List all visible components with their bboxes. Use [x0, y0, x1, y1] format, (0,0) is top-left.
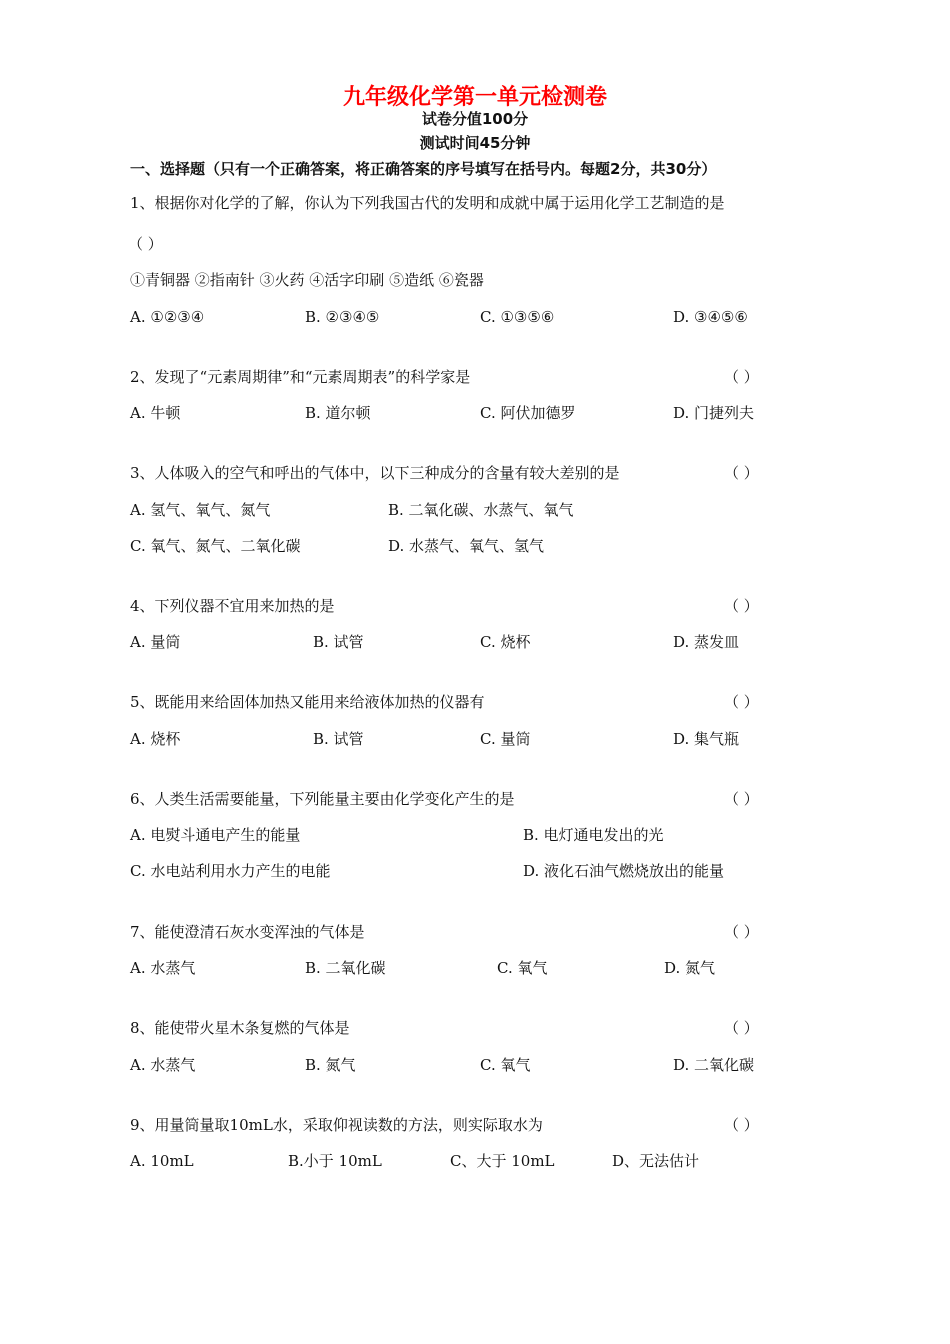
- option-a: A. ①②③④: [130, 308, 205, 326]
- option-b: B. 试管: [313, 633, 364, 651]
- option-d: D. 液化石油气燃烧放出的能量: [523, 862, 725, 880]
- option-b: B. 试管: [313, 730, 364, 748]
- question-stem: 7、能使澄清石灰水变浑浊的气体是: [130, 923, 365, 941]
- time-info: 测试时间45分钟: [419, 134, 531, 152]
- answer-blank: （ ）: [128, 235, 163, 253]
- option-d: D、无法估计: [612, 1152, 700, 1170]
- option-a: A. 水蒸气: [130, 959, 196, 977]
- page-title: 九年级化学第一单元检测卷: [342, 85, 607, 110]
- option-c: C. 氧气: [497, 959, 548, 977]
- option-a: A. 牛顿: [130, 404, 181, 422]
- option-c: C. 氧气、氮气、二氧化碳: [130, 537, 301, 555]
- question-stem: 3、人体吸入的空气和呼出的气体中，以下三种成分的含量有较大差别的是: [130, 464, 620, 482]
- option-a: A. 10mL: [130, 1152, 194, 1170]
- answer-blank: （ ）: [724, 693, 759, 711]
- option-d: D. ③④⑤⑥: [673, 308, 748, 326]
- question-stem: 9、用量筒量取10mL水，采取仰视读数的方法，则实际取水为: [130, 1116, 543, 1134]
- answer-blank: （ ）: [724, 368, 759, 386]
- option-b: B. 二氧化碳: [305, 959, 386, 977]
- option-b: B.小于 10mL: [288, 1152, 382, 1170]
- option-b: B. 电灯通电发出的光: [523, 826, 664, 844]
- option-c: C. ①③⑤⑥: [480, 308, 555, 326]
- answer-blank: （ ）: [724, 923, 759, 941]
- answer-blank: （ ）: [724, 464, 759, 482]
- option-c: C. 阿伏加德罗: [480, 404, 576, 422]
- option-d: D. 门捷列夫: [673, 404, 755, 422]
- option-c: C. 水电站利用水力产生的电能: [130, 862, 331, 880]
- option-d: D. 水蒸气、氧气、氢气: [388, 537, 545, 555]
- option-c: C. 量筒: [480, 730, 531, 748]
- option-b: B. ②③④⑤: [305, 308, 380, 326]
- answer-blank: （ ）: [724, 597, 759, 615]
- option-d: D. 氮气: [664, 959, 716, 977]
- question-stem: 1、根据你对化学的了解，你认为下列我国古代的发明和成就中属于运用化学工艺制造的是: [130, 194, 725, 212]
- option-a: A. 氢气、氧气、氮气: [130, 501, 271, 519]
- option-b: B. 道尔顿: [305, 404, 371, 422]
- question-stem: 6、人类生活需要能量，下列能量主要由化学变化产生的是: [130, 790, 515, 808]
- answer-blank: （ ）: [724, 1116, 759, 1134]
- answer-blank: （ ）: [724, 1019, 759, 1037]
- question-stem: 8、能使带火星木条复燃的气体是: [130, 1019, 350, 1037]
- option-a: A. 电熨斗通电产生的能量: [130, 826, 301, 844]
- option-d: D. 集气瓶: [673, 730, 740, 748]
- question-items: ①青铜器 ②指南针 ③火药 ④活字印刷 ⑤造纸 ⑥瓷器: [130, 271, 484, 289]
- option-a: A. 烧杯: [130, 730, 181, 748]
- question-stem: 2、发现了“元素周期律”和“元素周期表”的科学家是: [130, 368, 471, 386]
- option-d: D. 二氧化碳: [673, 1056, 755, 1074]
- option-a: A. 水蒸气: [130, 1056, 196, 1074]
- option-c: C. 氧气: [480, 1056, 531, 1074]
- option-a: A. 量筒: [130, 633, 181, 651]
- section-heading: 一、选择题（只有一个正确答案，将正确答案的序号填写在括号内。每题2分，共30分）: [130, 160, 717, 178]
- option-c: C、大于 10mL: [450, 1152, 555, 1170]
- option-d: D. 蒸发皿: [673, 633, 740, 651]
- option-b: B. 二氧化碳、水蒸气、氧气: [388, 501, 574, 519]
- question-stem: 4、下列仪器不宜用来加热的是: [130, 597, 335, 615]
- question-stem: 5、既能用来给固体加热又能用来给液体加热的仪器有: [130, 693, 485, 711]
- answer-blank: （ ）: [724, 790, 759, 808]
- option-b: B. 氮气: [305, 1056, 356, 1074]
- score-info: 试卷分值100分: [421, 110, 529, 128]
- option-c: C. 烧杯: [480, 633, 531, 651]
